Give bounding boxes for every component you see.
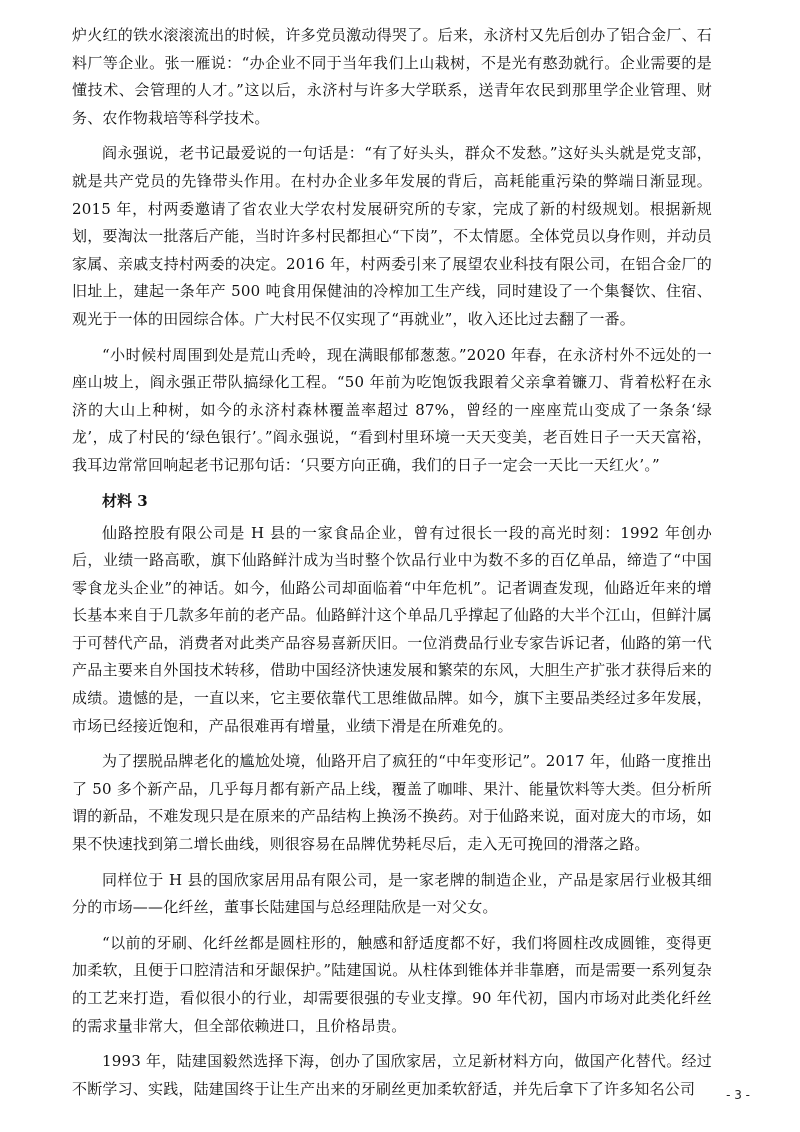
section-heading-material-3: 材料 3 (102, 491, 148, 510)
paragraph-green-village: “小时候村周围到处是荒山秃岭，现在满眼郁郁葱葱。”2020 年春，在永济村外不远处的一座山坡上，阎永强正带队搞绿化工程。“50 年前为吃饱饭我跟着父亲拿着镰刀、背着松籽在永济的大山上种树，如今的永济村森林覆盖率超过 87%，曾经的一座座荒山变成了一条条‘绿龙’，成了村民的‘绿色银行’。”阎永强说，“看到村里环境一天天变美，老百姓日子一天天富裕，我耳边常常回响起老书记那句话：‘只要方向正确，我们的日子一定会一天比一天红火’。” (72, 345, 712, 474)
paragraph-party-leadership: 阎永强说，老书记最爱说的一句话是：“有了好头头，群众不发愁。”这好头头就是党支部，就是共产党员的先锋带头作用。在村办企业多年发展的背后，高耗能重污染的弊端日渐显现。2015 年，村两委邀请了省农业大学农村发展研究所的专家，完成了新的村级规划。根据新规划，要淘汰一批落后产能，当时许多村民都担心“下岗”，不太情愿。全体党员以身作则，并动员家属、亲戚支持村两委的决定。2016 年，村两委引来了展望农业科技有限公司，在铝合金厂的旧址上，建起一条年产 500 吨食用保健油的冷榨加工生产线，同时建设了一个集餐饮、住宿、观光于一体的田园综合体。广大村民不仅实现了“再就业”，收入还比过去翻了一番。 (72, 144, 712, 328)
paragraph-guoxin-quote: “以前的牙刷、化纤丝都是圆柱形的，触感和舒适度都不好，我们将圆柱改成圆锥，变得更加柔软，且便于口腔清洁和牙龈保护。”陆建国说。从柱体到锥体并非靠磨，而是需要一系列复杂的工艺来打造，看似很小的行业，却需要很强的专业支撑。90 年代初，国内市场对此类化纤丝的需求量非常大，但全部依赖进口，且价格昂贵。 (72, 933, 712, 1035)
paragraph-guoxin-company: 同样位于 H 县的国欣家居用品有限公司，是一家老牌的制造企业，产品是家居行业极其细分的市场——化纤丝，董事长陆建国与总经理陆欣是一对父女。 (72, 870, 712, 917)
paragraph-xianlu-company: 仙路控股有限公司是 H 县的一家食品企业，曾有过很长一段的高光时刻：1992 年创办后，业绩一路高歌，旗下仙路鲜汁成为当时整个饮品行业中为数不多的百亿单品，缔造了“中国零食龙头企业”的神话。如今，仙路公司却面临着“中年危机”。记者调查发现，仙路近年来的增长基本来自于几款多年前的老产品。仙路鲜汁这个单品几乎撑起了仙路的大半个江山，但鲜汁属于可替代产品，消费者对此类产品容易喜新厌旧。一位消费品行业专家告诉记者，仙路的第一代产品主要来自外国技术转移，借助中国经济快速发展和繁荣的东风，大胆生产扩张才获得后来的成绩。遗憾的是，一直以来，它主要依靠代工思维做品牌。如今，旗下主要品类经过多年发展，市场已经接近饱和，产品很难再有增量，业绩下滑是在所难免的。 (72, 523, 712, 735)
paragraph-continued: 炉火红的铁水滚滚流出的时候，许多党员激动得哭了。后来，永济村又先后创办了铝合金厂、石料厂等企业。张一雁说：“办企业不同于当年我们上山栽树，不是光有憨劲就行。企业需要的是懂技术、会管理的人才。”这以后，永济村与许多大学联系，送青年农民到那里学企业管理、财务、农作物栽培等科学技术。 (72, 26, 712, 127)
paragraph-xianlu-transformation: 为了摆脱品牌老化的尴尬处境，仙路开启了疯狂的“中年变形记”。2017 年，仙路一度推出了 50 多个新产品，几乎每月都有新产品上线，覆盖了咖啡、果汁、能量饮料等大类。但分析所谓的新品，不难发现只是在原来的产品结构上换汤不换药。对于仙路来说，面对庞大的市场，如果不快速找到第二增长曲线，则很容易在品牌优势耗尽后，走入无可挽回的滑落之路。 (72, 752, 712, 854)
page-number: - 3 - (726, 1088, 750, 1102)
page-body (72, 22, 712, 1111)
paragraph-guoxin-history: 1993 年，陆建国毅然选择下海，创办了国欣家居，立足新材料方向，做国产化替代。经过不断学习、实践，陆建国终于让生产出来的牙刷丝更加柔软舒适，并先后拿下了许多知名公司 (72, 1052, 712, 1098)
